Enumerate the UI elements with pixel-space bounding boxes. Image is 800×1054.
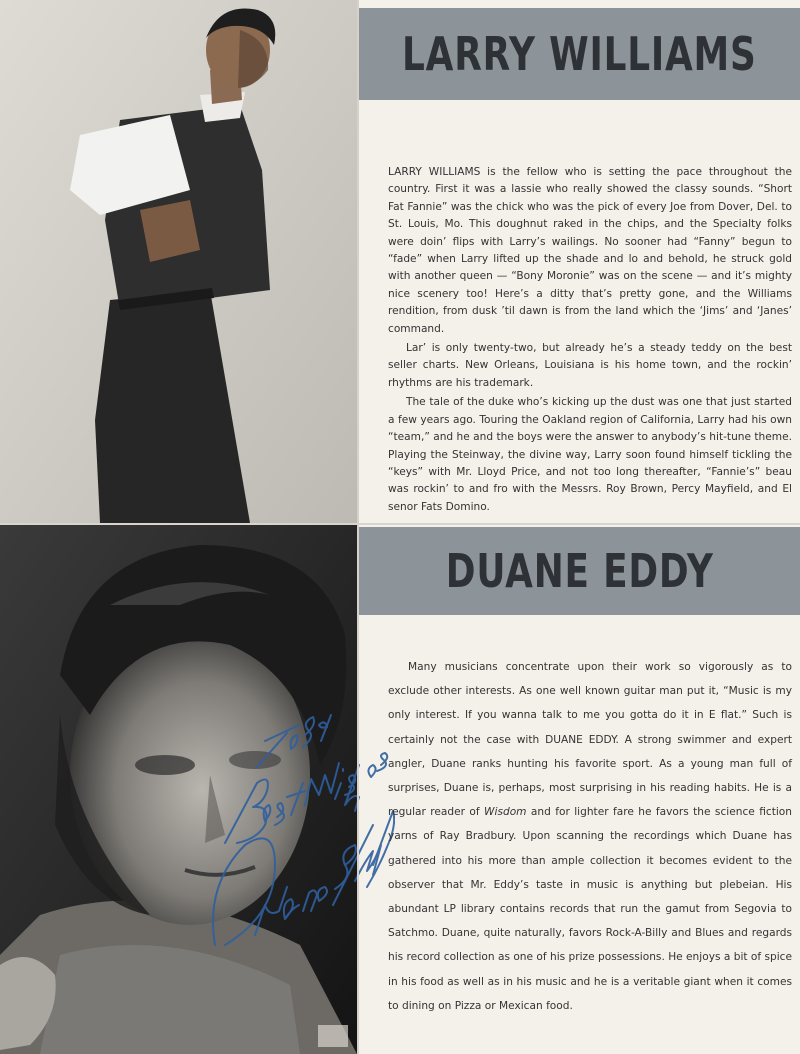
larry-williams-photo: [0, 0, 357, 523]
duane-bio-magazine-title: Wisdom: [484, 806, 527, 819]
larry-bio-paragraph-1: LARRY WILLIAMS is the fellow who is setting the pace throughout the country. First it was a lassie who really showed the classy sounds. “Short Fat Fannie” was the chick who was the pick of every Joe from Dover, Del. to St. Louis, Mo. This doughnut raked in the chips, and the Specialty folks were doin’ flips with Larry’s wailings. No sooner had “Fanny” begun to “fade” when Larry lifted up the shade and lo and behold, he struck gold with another queen — “Bony Moronie” was on the scene — and it’s mighty nice scenery too! Here’s a ditty that’s pretty gone, and the Williams rendition, from dusk ’til dawn is from the land which the ‘Jims’ and ‘Janes’ command.: [388, 166, 792, 335]
larry-bio-paragraph-2: Lar’ is only twenty-two, but already he’s a steady teddy on the best seller charts. New Orleans, Louisiana is his home town, and the rockin’ rhythms are his trademark.: [388, 342, 792, 389]
duane-bio-paragraph: [388, 655, 792, 1018]
duane-bio-text-a: Many musicians concentrate upon their work so vigorously as to exclude other interests. As one well known guitar man put it, “Music is my only interest. If you wanna talk to me you gotta do it in E flat.” Such is certainly not the case with DUANE EDDY. A strong swimmer and expert angler, Duane ranks hunting his favorite sport. As a young man full of surprises, Duane is, perhaps, most surprising in his reading habits. He is a regular reader of: [388, 661, 792, 819]
duane-bio-text-b: and for lighter fare he favors the science fiction yarns of Ray Bradbury. Upon scanning the recordings which Duane has gathered into his more than ample collection it becomes evident to the observer that Mr. Eddy’s taste in music is anything but plebeian. His abundant LP library contains records that run the gamut from Segovia to Satchmo. Duane, quite naturally, favors Rock-A-Billy and Blues and regards his record collection as one of his prize possessions. He enjoys a bit of spice in his food as well as in his music and he is a veritable giant when it comes to dining on Pizza or Mexican food.: [388, 806, 793, 1012]
autograph-signature: [195, 705, 395, 965]
larry-williams-bio: [388, 164, 792, 516]
duane-eddy-bio: [388, 655, 792, 1018]
larry-williams-header: [359, 8, 800, 100]
larry-williams-photo-art: [0, 0, 357, 523]
horizontal-divider: [0, 523, 800, 525]
larry-williams-title: LARRY WILLIAMS: [402, 27, 757, 81]
larry-bio-paragraph-3: The tale of the duke who’s kicking up the dust was one that just started a few years ago. Touring the Oakland region of California, Larry had his own “team,” and he and the boys were the answer to anybody’s hit-tune theme. Playing the Steinway, the divine way, Larry soon found himself tickling the “keys” with Mr. Lloyd Price, and not too long thereafter, “Fannie’s” beau was rockin’ to and fro with the Messrs. Roy Brown, Percy Mayfield, and El senor Fats Domino.: [388, 396, 792, 513]
duane-eddy-title: DUANE EDDY: [445, 544, 714, 598]
duane-eddy-header: [359, 527, 800, 615]
